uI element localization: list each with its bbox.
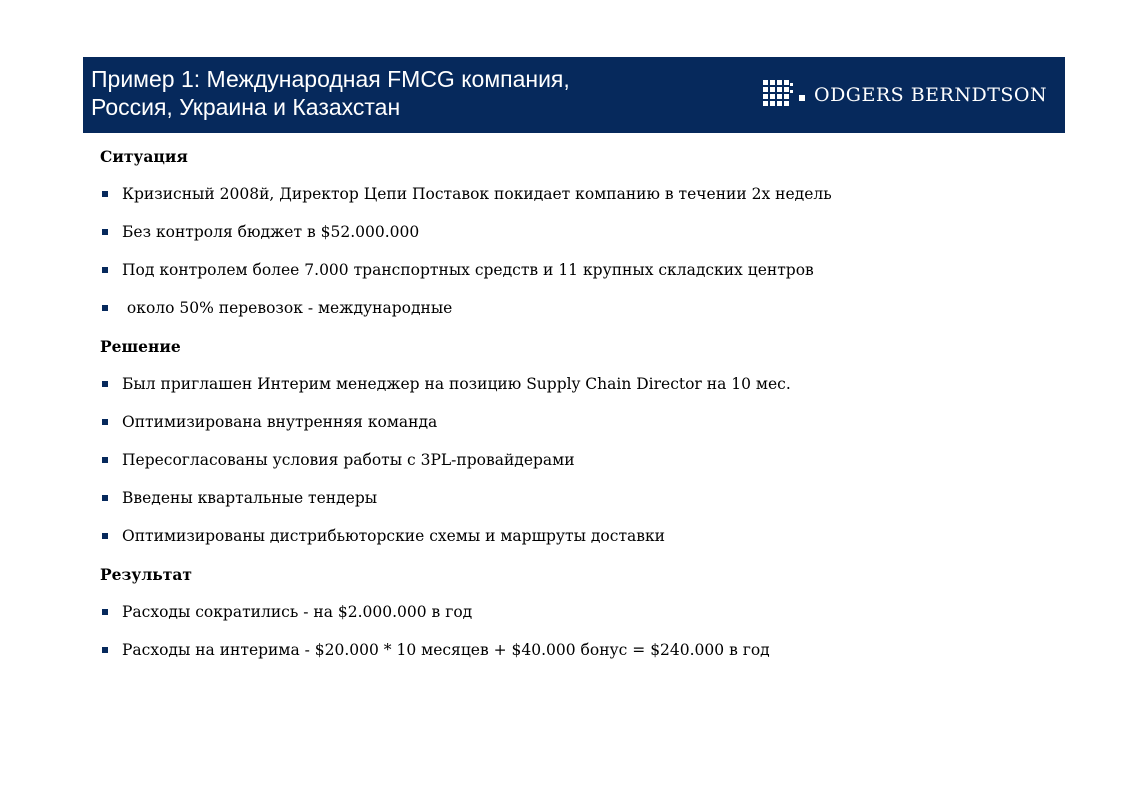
section-title: Ситуация [100, 147, 188, 166]
list-item [100, 260, 922, 280]
page-title-line-2: Россия, Украина и Казахстан [91, 94, 401, 120]
section-title: Результат [100, 565, 193, 584]
bullet-list [100, 602, 1000, 660]
list-item-text: Оптимизированы дистрибьюторские схемы и маршруты доставки [122, 527, 666, 545]
list-item-text: Оптимизирована внутренняя команда [122, 413, 438, 431]
square-bullet-icon [102, 381, 108, 387]
logo-square-icon [799, 95, 805, 101]
list-item-text: Пересогласованы условия работы с 3PL-провайдерами [122, 451, 575, 469]
list-item [100, 374, 922, 394]
list-item [100, 640, 922, 660]
section-solution [100, 336, 1000, 546]
list-item-text: Без контроля бюджет в $52.000.000 [122, 223, 420, 241]
page-title [91, 65, 731, 121]
square-bullet-icon [102, 647, 108, 653]
page-title-line-1: Пример 1: Международная FMCG компания, [91, 66, 570, 92]
list-item [100, 184, 902, 204]
list-item-text: Был приглашен Интерим менеджер на позицию Supply Chain Director на 10 мес. [122, 375, 791, 393]
square-bullet-icon [102, 457, 108, 463]
logo-grid-icon [763, 80, 793, 110]
square-bullet-icon [102, 305, 108, 311]
section-title: Решение [100, 337, 181, 356]
square-bullet-icon [102, 495, 108, 501]
list-item [100, 222, 922, 242]
list-item-text: Расходы на интерима - $20.000 * 10 месяцев + $40.000 бонус = $240.000 в год [122, 641, 770, 659]
square-bullet-icon [102, 191, 108, 197]
section-situation [100, 146, 1000, 318]
bullet-list [100, 374, 1000, 546]
list-item-text: Кризисный 2008й, Директор Цепи Поставок покидает компанию в течении 2х недель [122, 185, 832, 203]
bullet-list [100, 184, 1000, 318]
logo-wordmark: ODGERS BERNDTSON [814, 84, 1048, 106]
list-item [100, 488, 922, 508]
list-item-text: Введены квартальные тендеры [122, 489, 378, 507]
list-item [100, 602, 922, 622]
list-item-text: Под контролем более 7.000 транспортных средств и 11 крупных складских центров [122, 261, 814, 279]
list-item-text: около 50% перевозок - международные [122, 299, 453, 317]
section-result [100, 564, 1000, 660]
list-item [100, 526, 922, 546]
list-item-text: Расходы сократились - на $2.000.000 в год [122, 603, 473, 621]
square-bullet-icon [102, 533, 108, 539]
list-item [100, 298, 922, 318]
list-item [100, 450, 922, 470]
square-bullet-icon [102, 267, 108, 273]
company-logo [763, 77, 1047, 113]
header-banner [83, 57, 1065, 133]
square-bullet-icon [102, 229, 108, 235]
square-bullet-icon [102, 609, 108, 615]
list-item [100, 412, 922, 432]
square-bullet-icon [102, 419, 108, 425]
slide-content [100, 146, 1000, 678]
